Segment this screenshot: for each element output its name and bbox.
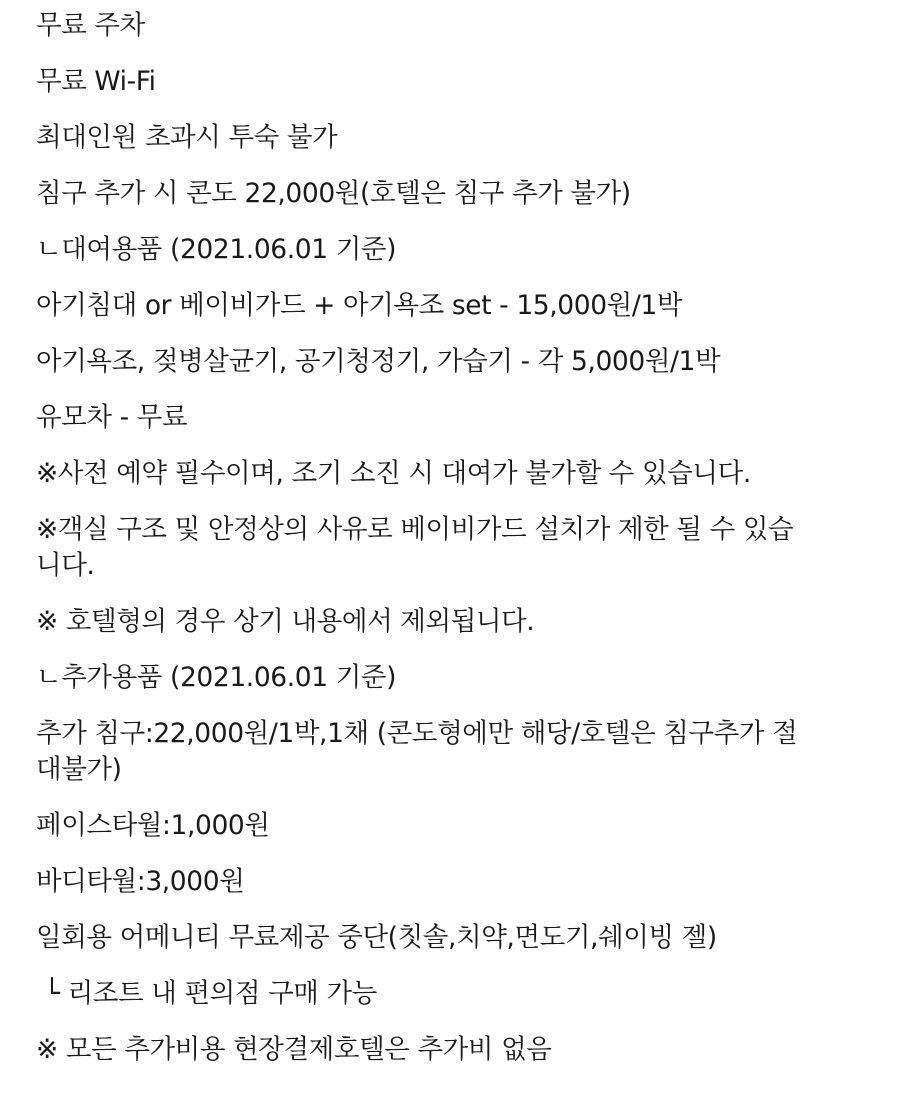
extra-items-heading: ㄴ추가용품 (2021.06.01 기준) — [36, 662, 397, 693]
baby-items-price-text: 아기욕조, 젖병살균기, 공기청정기, 가습기 - 각 5,000원/1박 — [36, 346, 721, 377]
reservation-required-note: ※사전 예약 필수이며, 조기 소진 시 대여가 불가할 수 있습니다. — [36, 458, 751, 489]
crib-set-price-text: 아기침대 or 베이비가드 + 아기욕조 set - 15,000원/1박 — [36, 290, 683, 321]
hotel-exclusion-note: ※ 호텔형의 경우 상기 내용에서 제외됩니다. — [36, 606, 535, 637]
body-towel-price-text: 바디타월:3,000원 — [36, 866, 245, 897]
stroller-free-text: 유모차 - 무료 — [36, 402, 188, 433]
onsite-payment-note: ※ 모든 추가비용 현장결제호텔은 추가비 없음 — [36, 1034, 552, 1065]
free-parking-text: 무료 주차 — [36, 10, 145, 41]
free-wifi-text: 무료 Wi-Fi — [36, 66, 156, 97]
extra-bedding-text: 침구 추가 시 콘도 22,000원(호텔은 침구 추가 불가) — [36, 178, 631, 209]
extra-bedding-price-text: 추가 침구:22,000원/1박,1채 (콘도형에만 해당/호텔은 침구추가 절 대불가) — [36, 718, 798, 785]
convenience-store-text: └ 리조트 내 편의점 구매 가능 — [36, 978, 377, 1009]
face-towel-price-text: 페이스타월:1,000원 — [36, 810, 270, 841]
amenity-discontinued-text: 일회용 어메니티 무료제공 중단(칫솔,치약,면도기,쉐이빙 젤) — [36, 922, 717, 953]
rental-items-heading: ㄴ대여용품 (2021.06.01 기준) — [36, 234, 397, 265]
max-occupancy-text: 최대인원 초과시 투숙 불가 — [36, 122, 338, 153]
babyguard-restriction-note: ※객실 구조 및 안정상의 사유로 베이비가드 설치가 제한 될 수 있습 니다. — [36, 514, 794, 581]
